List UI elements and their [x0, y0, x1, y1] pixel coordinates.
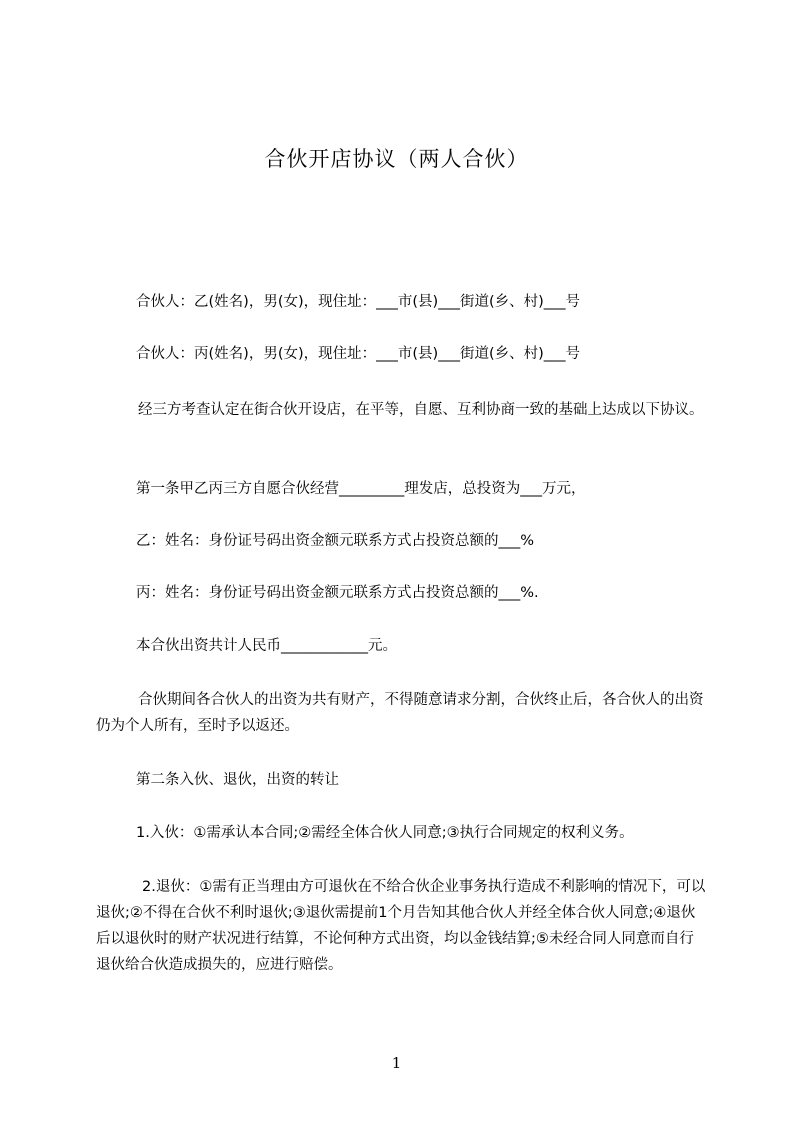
page-number: 1 — [391, 1054, 402, 1072]
article-1-heading: 第一条甲乙丙三方自愿合伙经营_________理发店，总投资为___万元， — [136, 481, 586, 497]
preamble-paragraph: 经三方考查认定在街合伙开设店，在平等，自愿、互利协商一致的基础上达成以下协议。 — [138, 402, 704, 418]
admission-clause: 1.入伙：①需承认本合同;②需经全体合伙人同意;③执行合同规定的权利义务。 — [136, 825, 634, 841]
partner-b-clause: 合伙人：乙(姓名)，男(女)，现住址：___市(县)___街道(乡、村)___号 — [136, 294, 581, 310]
shared-property-paragraph: 合伙期间各合伙人的出资为共有财产，不得随意请求分割，合伙终止后，各合伙人的出资仍为个人所有，至时予以返还。 — [96, 692, 704, 734]
total-investment: 本合伙出资共计人民币____________元。 — [136, 638, 397, 654]
document-title: 合伙开店协议（两人合伙） — [264, 147, 529, 171]
withdrawal-clause: 2.退伙：①需有正当理由方可退伙在不给合伙企业事务执行造成不利影响的情况下，可以退伙;②不得在合伙不利时退伙;③退伙需提前1个月告知其他合伙人并经全体合伙人同意;④退伙后以退伙时的财产状况进行结算，不论何种方式出资，均以金钱结算;⑤未经合同人同意而自行退伙给合伙造成损失的，应进行赔偿。 — [96, 879, 706, 973]
partner-c-investment: 丙：姓名：身份证号码出资金额元联系方式占投资总额的___%. — [136, 585, 539, 601]
partner-b-investment: 乙：姓名：身份证号码出资金额元联系方式占投资总额的___% — [136, 533, 535, 549]
article-2-heading: 第二条入伙、退伙，出资的转让 — [136, 772, 339, 788]
partner-c-clause: 合伙人：丙(姓名)，男(女)，现住址：___市(县)___街道(乡、村)___号 — [136, 346, 581, 362]
